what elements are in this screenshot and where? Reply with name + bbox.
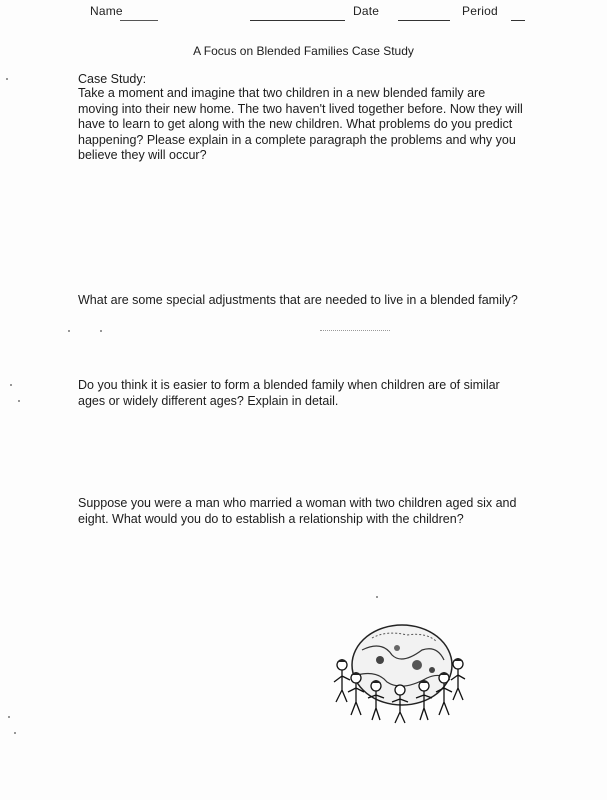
- scan-speck: [100, 330, 102, 332]
- scan-speck: [14, 732, 16, 734]
- date-label: Date: [353, 4, 380, 18]
- scan-speck: [10, 384, 12, 386]
- question-4: Suppose you were a man who married a woman with two children aged six and eight. What would you do to establish a relationship with the children?: [78, 496, 517, 526]
- date-blank-line: [398, 8, 450, 21]
- scan-speck: [18, 400, 20, 402]
- period-blank-line: [511, 8, 525, 21]
- question-1: Take a moment and imagine that two children in a new blended family are moving into their new home. The two haven't lived together before. Now they will have to learn to get along with the new children. What problems do you predict happening? Please explain in a complete paragraph the problems and why you believe they will occur?: [78, 86, 523, 162]
- worksheet-title: A Focus on Blended Families Case Study: [193, 44, 414, 58]
- name-blank-line: [120, 8, 158, 21]
- period-label: Period: [462, 4, 498, 18]
- name-blank-line-long: [250, 8, 345, 21]
- scan-speck: [376, 596, 378, 598]
- scan-speck: [6, 78, 8, 80]
- question-2: What are some special adjustments that are needed to live in a blended family?: [78, 293, 518, 307]
- question-3: Do you think it is easier to form a blended family when children are of similar ages or widely different ages? Explain in detail.: [78, 378, 500, 408]
- case-study-label: Case Study:: [78, 72, 147, 86]
- name-label: Name: [90, 4, 123, 18]
- scan-speck: [8, 716, 10, 718]
- family-circle-clipart-icon: [332, 620, 467, 725]
- answer-rule: [320, 330, 390, 331]
- scan-speck: [68, 330, 70, 332]
